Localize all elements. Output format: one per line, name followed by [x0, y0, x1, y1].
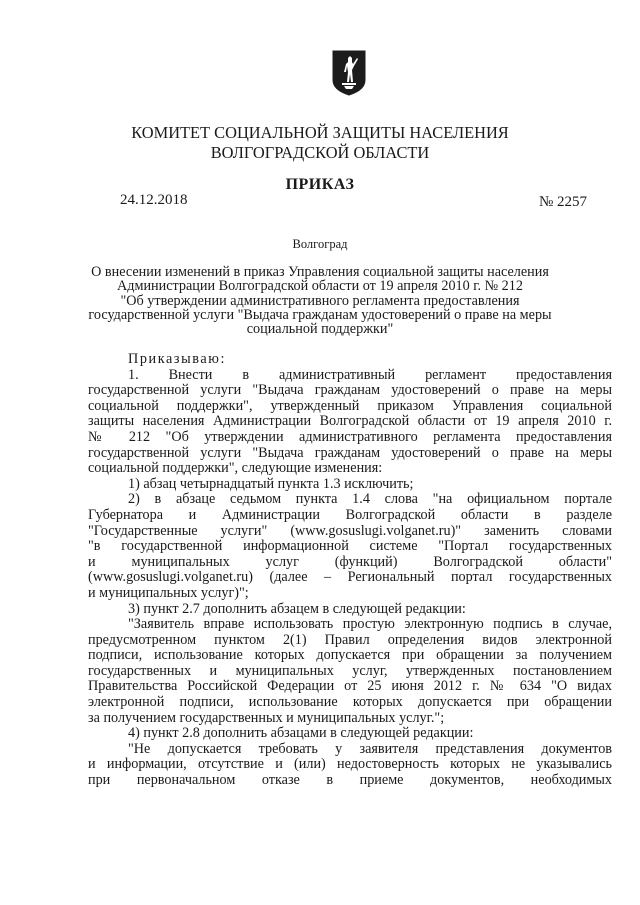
subject-line: "Об утверждении административного регламента предоставления	[120, 292, 520, 309]
body-line: "Заявитель вправе использовать простую электронную подпись в случае,	[128, 616, 612, 633]
body-line: за получением государственных и муниципальных услуг.";	[88, 709, 445, 726]
document-date: 24.12.2018	[120, 192, 188, 208]
document-number: № 2257	[539, 194, 588, 210]
body-line: социальной поддержки", следующие изменения:	[88, 460, 383, 477]
subject-line: Администрации Волгоградской области от 19 апреля 2010 г. № 212	[117, 278, 523, 295]
organization-line: ВОЛГОГРАДСКОЙ ОБЛАСТИ	[210, 143, 430, 162]
organization-line: КОМИТЕТ СОЦИАЛЬНОЙ ЗАЩИТЫ НАСЕЛЕНИЯ	[131, 123, 509, 142]
body-line: социальной поддержки", утвержденный приказом Управления социальной	[88, 397, 612, 414]
body-line: 1. Внести в административный регламент предоставления	[128, 366, 612, 383]
body-line: государственных и муниципальных услуг, утвержденных постановлением	[88, 662, 612, 679]
body-line: "Не допускается требовать у заявителя представления документов	[128, 740, 612, 757]
document-type: ПРИКАЗ	[285, 176, 355, 193]
volgograd-coat-of-arms-icon	[332, 50, 366, 96]
body-line: 3) пункт 2.7 дополнить абзацем в следующей редакции:	[128, 600, 466, 617]
body-line: 2) в абзаце седьмом пункта 1.4 слова "на официальном портале	[128, 491, 612, 508]
body-line: и информации, отсутствие и (или) недостоверность которых не указывались	[88, 756, 612, 773]
body-line: защиты населения Администрации Волгоградской области от 19 апреля 2010 г.	[88, 413, 612, 430]
organization-name	[0, 123, 640, 163]
body-line: электронной подписи, использование которых допускается при обращении	[88, 694, 612, 711]
body-line: государственной услуги "Выдача гражданам удостоверений о праве на меры	[88, 444, 612, 461]
body-line: Правительства Российской Федерации от 25 июня 2012 г. № 634 "О видах	[88, 678, 612, 695]
body-line: и муниципальных услуг)";	[88, 584, 249, 601]
subject-line: социальной поддержки"	[246, 321, 394, 338]
body-line: (www.gosuslugi.volganet.ru) (далее – Региональный портал государственных	[88, 569, 612, 586]
body-line: предусмотренном пунктом 2(1) Правил определения видов электронной	[88, 631, 612, 648]
body-line: 1) абзац четырнадцатый пункта 1.3 исключить;	[128, 475, 414, 492]
body-line: 4) пункт 2.8 дополнить абзацами в следующей редакции:	[128, 725, 474, 742]
body-line: и муниципальных услуг (функций) Волгоградской области"	[88, 553, 612, 570]
body-line: при первоначальном отказе в приеме документов, необходимых	[88, 772, 612, 789]
body-line: подписи, использование которых допускается при обращении за получением	[88, 647, 612, 664]
subject-line: О внесении изменений в приказ Управления социальной защиты населения	[91, 264, 549, 280]
document-subject	[0, 265, 640, 336]
body-line: Губернатора и Администрации Волгоградской области в разделе	[88, 506, 612, 523]
body-line: "Государственные услуги" (www.gosuslugi.volganet.ru)" заменить словами	[88, 522, 612, 539]
body-line: "в государственной информационной системе "Портал государственных	[88, 538, 612, 555]
document-city: Волгоград	[292, 237, 348, 251]
body-line: государственной услуги "Выдача гражданам удостоверений о праве на меры	[88, 382, 612, 399]
subject-line: государственной услуги "Выдача гражданам удостоверений о праве на меры	[88, 306, 552, 323]
document-body	[88, 352, 612, 789]
body-line: Приказываю:	[128, 351, 226, 367]
body-line: № 212 "Об утверждении административного регламента предоставления	[88, 428, 612, 445]
